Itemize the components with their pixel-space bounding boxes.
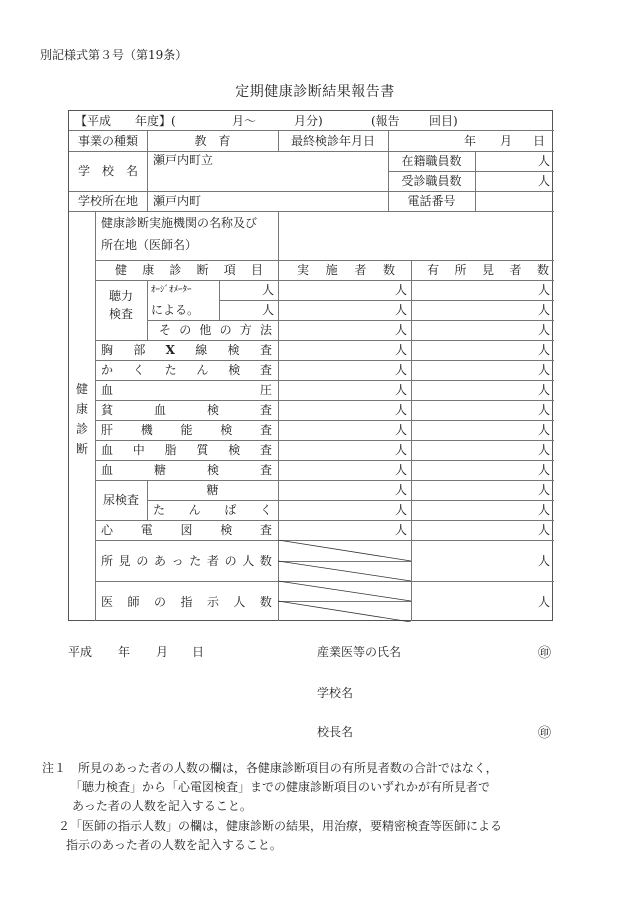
audiometer-label-2: による。 [151, 303, 200, 317]
slashed-cells [278, 540, 411, 622]
performed-count-cell[interactable]: 人 [394, 523, 407, 537]
performed-count-cell[interactable]: 人 [394, 383, 407, 397]
enrolled-staff-label: 在籍職員数 [401, 154, 462, 168]
note-1-line-3: あった者の人数を記入すること。 [72, 799, 252, 813]
item-sputum: か く た ん 検 査 [101, 363, 272, 377]
audiometer-label-1: ｵｰｼﾞｵﾒｰﾀｰ [151, 284, 192, 295]
performed-count-cell[interactable]: 人 [394, 463, 407, 477]
urine-sugar: 糖 [206, 483, 219, 497]
date-year: 年 [464, 133, 477, 148]
doctor-instructions-label: 医 師 の 指 示 人 数 [101, 594, 272, 609]
institution-label-2: 所在地（医師名） [101, 238, 198, 252]
findings-count-cell[interactable]: 人 [537, 483, 550, 497]
last-exam-date-field[interactable] [388, 130, 554, 151]
performed-count-cell[interactable]: 人 [394, 283, 407, 297]
period-era: 【平成 [75, 113, 112, 128]
performed-count-cell[interactable]: 人 [394, 423, 407, 437]
note-1-line-1: 注１ 所見のあった者の人数の欄は，各健康診断項目の有所見者数の合計ではなく， [42, 761, 498, 775]
item-liver-function: 肝 機 能 検 査 [101, 423, 272, 437]
enrolled-staff-unit[interactable]: 人 [537, 154, 550, 168]
date-month: 月 [500, 133, 513, 148]
doctor-instructions-unit[interactable]: 人 [537, 594, 550, 609]
seal-icon: ㊞ [538, 726, 552, 741]
performed-count-cell[interactable]: 人 [394, 503, 407, 517]
performed-count-cell[interactable]: 人 [394, 303, 407, 317]
institution-label-1: 健康診断実施機関の名称及び [101, 216, 258, 230]
school-name-label: 学 校 名 [77, 164, 138, 178]
page-title: 定期健康診断結果報告書 [235, 84, 395, 100]
col-header-performed: 実 施 者 数 [297, 263, 395, 277]
findings-count-cell[interactable]: 人 [537, 323, 550, 337]
findings-count-cell[interactable]: 人 [537, 463, 550, 477]
item-chest-xray: 胸 部 X 線 検 査 [101, 343, 272, 357]
urine-protein: た ん ぱ く [153, 503, 272, 517]
audiometer-4000hz-unit[interactable]: 人 [261, 303, 274, 317]
section-label-health-exam: 健 康 診 断 [75, 382, 88, 456]
doctor-name-label: 産業医等の氏名 [317, 645, 402, 659]
findings-count-cell[interactable]: 人 [537, 403, 550, 417]
item-anemia: 貧 血 検 査 [101, 403, 272, 417]
examined-staff-unit[interactable]: 人 [537, 174, 550, 188]
findings-count-cell[interactable]: 人 [537, 423, 550, 437]
urine-label: 尿検査 [102, 493, 139, 507]
period-report: (報告 [371, 113, 400, 128]
hearing-other-method: そ の 他 の 方 法 [159, 323, 272, 337]
signature-date: 平成 年 月 日 [68, 645, 205, 659]
period-month-to: 月分) [294, 113, 323, 128]
performed-count-cell[interactable]: 人 [394, 363, 407, 377]
school-address-label: 学校所在地 [77, 194, 138, 208]
school-name-value[interactable]: 瀬戸内町立 [153, 153, 214, 167]
business-type-value: 教 育 [194, 133, 231, 148]
seal-icon: ㊞ [538, 646, 552, 661]
findings-count-cell[interactable]: 人 [537, 503, 550, 517]
findings-count-cell[interactable]: 人 [537, 283, 550, 297]
note-2-line-1: ２「医師の指示人数」の欄は，健康診断の結果，用治療，要精密検査等医師による [58, 819, 503, 833]
findings-count-cell[interactable]: 人 [537, 343, 550, 357]
col-header-findings: 有 所 見 者 数 [427, 263, 549, 277]
item-blood-sugar: 血 糖 検 査 [101, 463, 272, 477]
performed-count-cell[interactable]: 人 [394, 483, 407, 497]
school-address-value[interactable]: 瀬戸内町 [153, 194, 202, 208]
findings-total-label: 所 見 の あ っ た 者 の 人 数 [101, 553, 272, 568]
item-ecg: 心 電 図 検 査 [101, 523, 272, 537]
findings-count-cell[interactable]: 人 [537, 363, 550, 377]
performed-count-cell[interactable]: 人 [394, 343, 407, 357]
business-type-label: 事業の種類 [77, 133, 138, 148]
hearing-label: 聴力 検査 [108, 289, 133, 321]
performed-count-cell[interactable]: 人 [394, 403, 407, 417]
performed-count-cell[interactable]: 人 [394, 323, 407, 337]
note-2-line-2: 指示のあった者の人数を記入すること。 [66, 838, 282, 852]
item-blood-pressure: 血 圧 [101, 383, 272, 397]
principal-label: 校長名 [317, 725, 354, 739]
performed-count-cell[interactable]: 人 [394, 443, 407, 457]
note-1-line-2: 「聴力検査」から「心電図検査」までの健康診断項目のいずれかが有所見者で [70, 780, 491, 794]
audiometer-1000hz-unit[interactable]: 人 [261, 283, 274, 297]
item-blood-lipids: 血 中 脂 質 検 査 [101, 443, 272, 457]
findings-count-cell[interactable]: 人 [537, 303, 550, 317]
report-table [68, 110, 553, 621]
examined-staff-label: 受診職員数 [401, 174, 462, 188]
last-exam-date-label: 最終検診年月日 [290, 133, 375, 148]
period-year: 年度】( [135, 113, 176, 128]
period-month-from: 月～ [232, 113, 257, 128]
phone-label: 電話番号 [407, 194, 456, 208]
findings-count-cell[interactable]: 人 [537, 383, 550, 397]
findings-total-unit[interactable]: 人 [537, 553, 550, 568]
col-header-item: 健 康 診 断 項 目 [115, 263, 263, 277]
date-day: 日 [533, 133, 546, 148]
period-times: 回目) [429, 113, 458, 128]
findings-count-cell[interactable]: 人 [537, 443, 550, 457]
form-number: 別記様式第３号（第19条） [40, 48, 188, 62]
findings-count-cell[interactable]: 人 [537, 523, 550, 537]
school-name-signature-label: 学校名 [317, 686, 354, 700]
